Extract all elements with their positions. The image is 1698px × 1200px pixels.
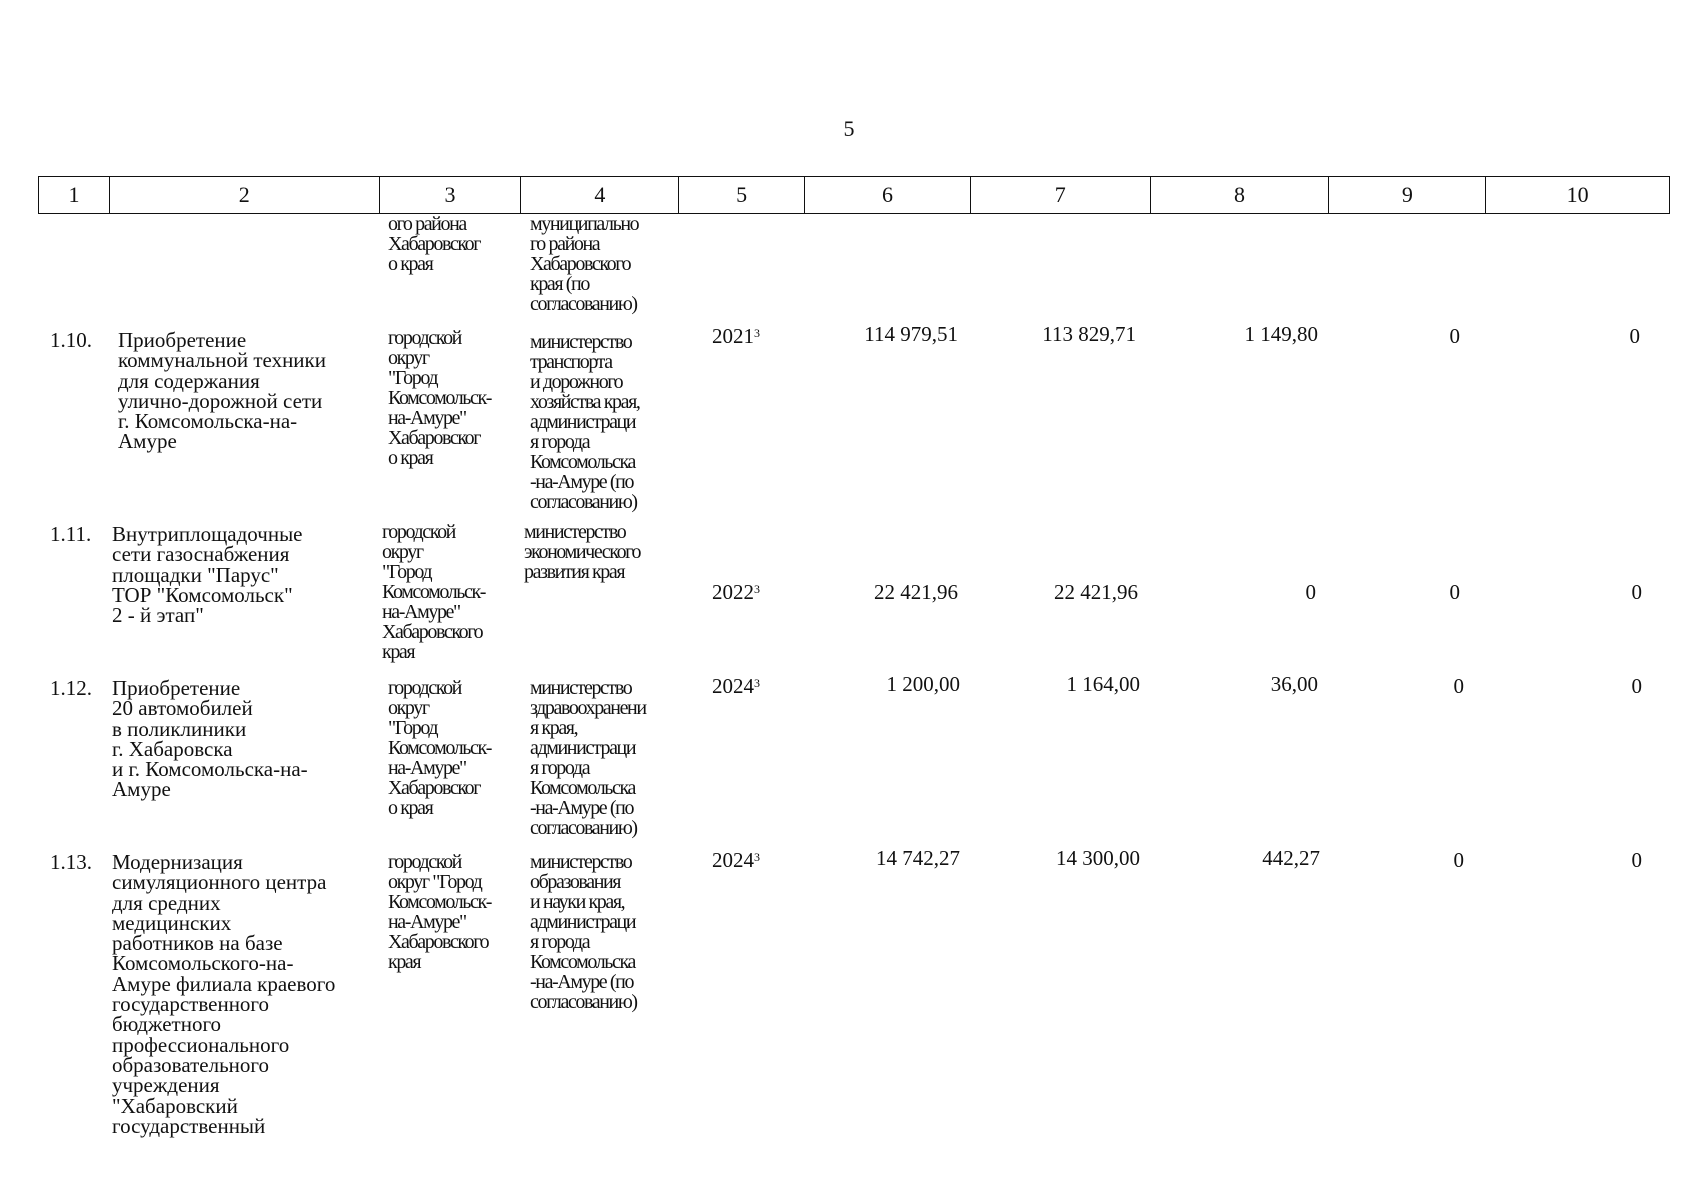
continuation-territory: ого района Хабаровског о края bbox=[388, 213, 481, 275]
territory: городской округ "Город Комсомольск- на-Амуре" Хабаровского края bbox=[388, 851, 492, 973]
amount-col-9: 0 bbox=[1453, 848, 1464, 872]
header-col-4: 4 bbox=[520, 177, 678, 213]
measure-name: Приобретение коммунальной техники для содержания улично-дорожной сети г. Комсомольска-на- Амуре bbox=[118, 328, 326, 454]
year: 2021$^3$ bbox=[712, 324, 760, 348]
header-col-2: 2 bbox=[109, 177, 379, 213]
executor: министерство образования и науки края, администраци я города Комсомольска -на-Амуре (по согласованию) bbox=[530, 851, 637, 1013]
territory: городской округ "Город Комсомольск- на-Амуре" Хабаровског о края bbox=[388, 677, 492, 819]
territory: городской округ "Город Комсомольск- на-Амуре" Хабаровског о края bbox=[388, 327, 492, 469]
amount-total: 1 200,00 bbox=[886, 672, 960, 696]
header-col-3: 3 bbox=[379, 177, 521, 213]
amount-col-8: 36,00 bbox=[1270, 672, 1318, 696]
amount-col-8: 1 149,80 bbox=[1244, 322, 1318, 346]
header-col-6: 6 bbox=[804, 177, 970, 213]
amount-col-7: 113 829,71 bbox=[1042, 322, 1136, 346]
amount-col-9: 0 bbox=[1449, 324, 1460, 348]
row-number: 1.13. bbox=[50, 850, 92, 874]
amount-col-8: 0 bbox=[1305, 580, 1316, 604]
continuation-executor: муниципально го района Хабаровского края (по согласованию) bbox=[530, 213, 639, 315]
page-number: 5 bbox=[843, 116, 855, 141]
header-col-9: 9 bbox=[1328, 177, 1485, 213]
amount-col-9: 0 bbox=[1449, 580, 1460, 604]
year: 2022$^3$ bbox=[712, 580, 760, 604]
measure-name: Внутриплощадочные сети газоснабжения площадки "Парус" ТОР "Комсомольск" 2 - й этап" bbox=[112, 522, 303, 628]
amount-col-10: 0 bbox=[1631, 674, 1642, 698]
header-col-5: 5 bbox=[678, 177, 804, 213]
year: 2024$^3$ bbox=[712, 674, 760, 698]
year: 2024$^3$ bbox=[712, 848, 760, 872]
amount-col-7: 22 421,96 bbox=[1054, 580, 1138, 604]
amount-col-7: 14 300,00 bbox=[1056, 846, 1140, 870]
amount-col-10: 0 bbox=[1631, 580, 1642, 604]
header-col-8: 8 bbox=[1150, 177, 1329, 213]
row-number: 1.12. bbox=[50, 676, 92, 700]
header-col-1: 1 bbox=[68, 182, 80, 207]
header-col-10: 10 bbox=[1485, 177, 1669, 213]
table-header bbox=[38, 176, 1670, 214]
amount-total: 22 421,96 bbox=[874, 580, 958, 604]
amount-total: 114 979,51 bbox=[864, 322, 958, 346]
executor: министерство транспорта и дорожного хозяйства края, администраци я города Комсомольска -на-Амуре (по согласованию) bbox=[530, 331, 640, 513]
amount-total: 14 742,27 bbox=[876, 846, 960, 870]
row-number: 1.11. bbox=[50, 522, 92, 546]
executor: министерство экономического развития края bbox=[524, 521, 641, 583]
executor: министерство здравоохранени я края, администраци я города Комсомольска -на-Амуре (по согласованию) bbox=[530, 677, 646, 839]
amount-col-9: 0 bbox=[1453, 674, 1464, 698]
measure-name: Модернизация симуляционного центра для средних медицинских работников на базе Комсомольского-на- Амуре филиала краевого государственного бюджетного профессионального образовательного учреждения "Хабаровский государственный bbox=[112, 850, 336, 1138]
amount-col-8: 442,27 bbox=[1262, 846, 1320, 870]
territory: городской округ "Город Комсомольск- на-Амуре" Хабаровского края bbox=[382, 521, 486, 663]
header-col-7: 7 bbox=[970, 177, 1150, 213]
amount-col-10: 0 bbox=[1631, 848, 1642, 872]
row-number: 1.10. bbox=[50, 328, 92, 352]
amount-col-10: 0 bbox=[1629, 324, 1640, 348]
measure-name: Приобретение 20 автомобилей в поликлиники г. Хабаровска и г. Комсомольска-на- Амуре bbox=[112, 676, 308, 802]
amount-col-7: 1 164,00 bbox=[1066, 672, 1140, 696]
